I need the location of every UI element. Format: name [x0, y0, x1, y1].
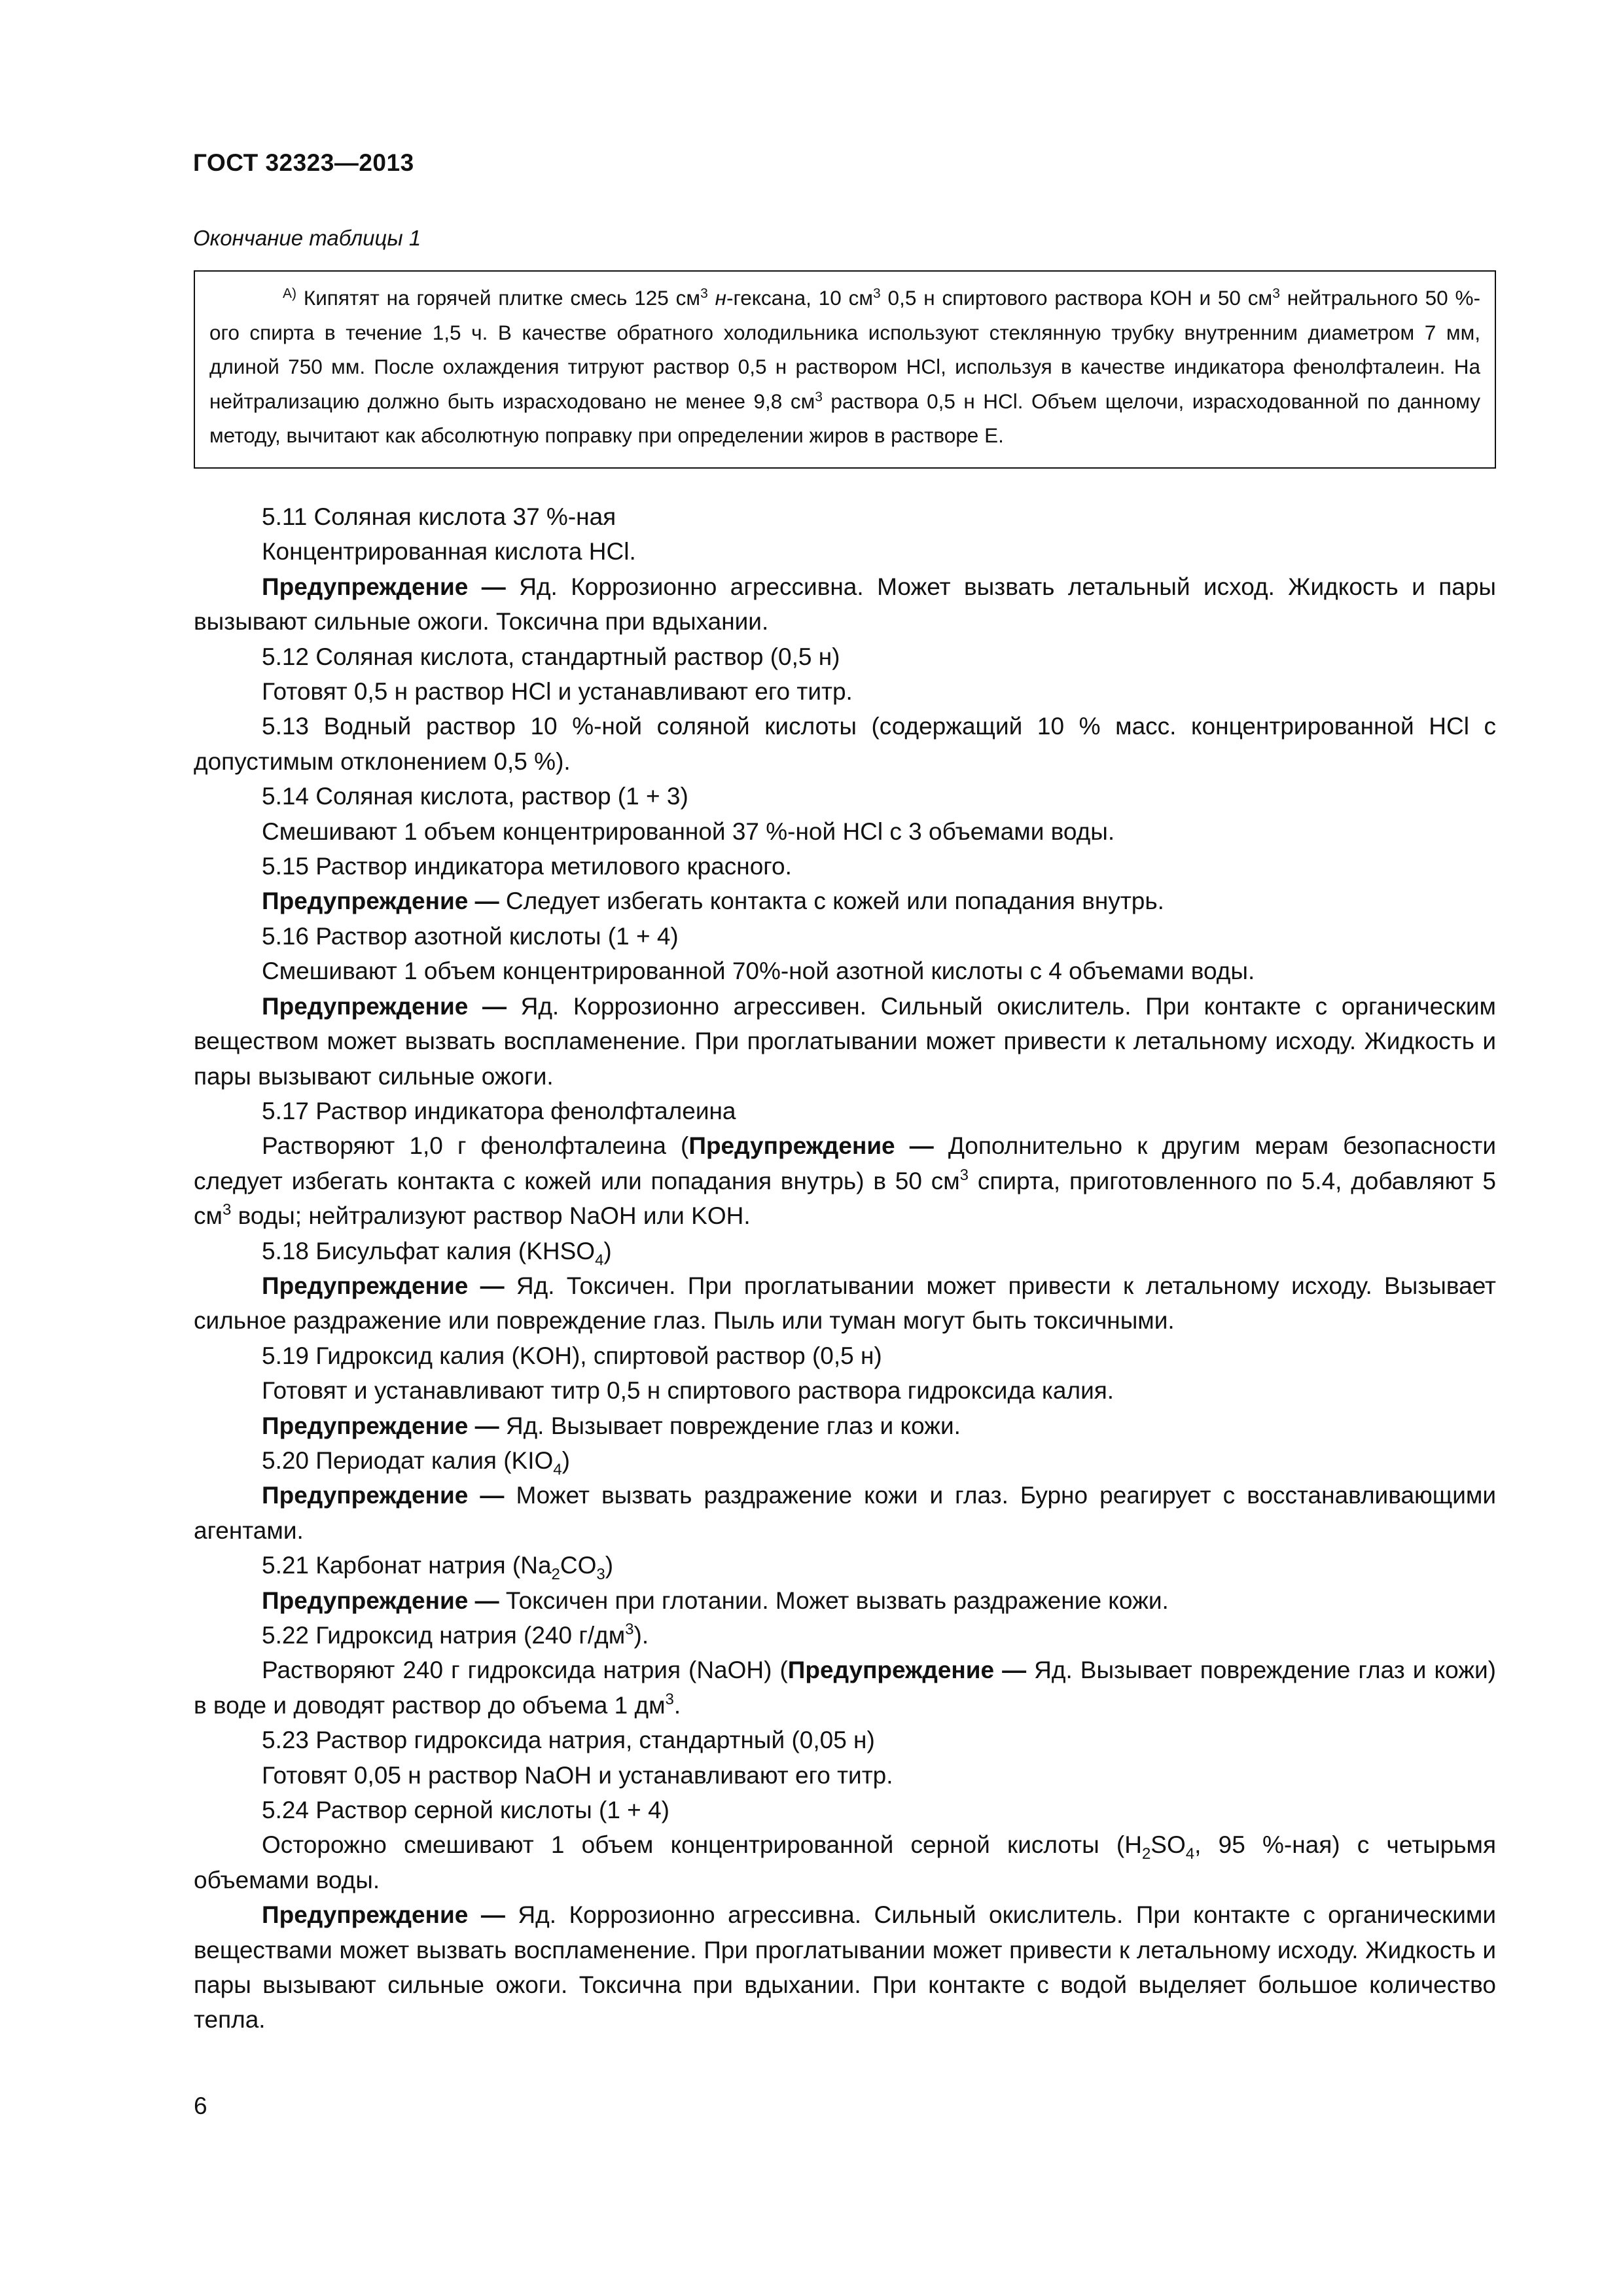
table-caption: Окончание таблицы 1 — [193, 226, 421, 250]
section-5-18-heading: 5.18 Бисульфат калия $(KHSO_4)$ — [262, 1237, 612, 1269]
warning-paragraph: Предупреждение — Яд. Токсичен. При проглатывании может привести к летальному исходу. Вызывает сильное раздражение или повреждение глаз. Пыль или туман могут быть токсичными. — [194, 1272, 1496, 1335]
warning-paragraph: Предупреждение — Может вызвать раздражение кожи и глаз. Бурно реагирует с восстанавливающими агентами. — [194, 1482, 1496, 1544]
section-5-20-heading: 5.20 Периодат калия $(KIO_4)$ — [262, 1446, 570, 1479]
warning-paragraph: Предупреждение — Яд. Коррозионно агрессивна. Может вызвать летальный исход. Жидкость и пары вызывают сильные ожоги. Токсична при вдыхании. — [194, 573, 1496, 636]
warning-paragraph: Предупреждение — Токсичен при глотании. Может вызвать раздражение кожи. — [262, 1587, 1169, 1614]
section-5-13-heading: 5.13 Водный раствор 10 %-ной соляной кислоты (содержащий 10 % масс. концентрированной HCl с допустимым отклонением 0,5 %). — [194, 713, 1496, 775]
table-footnote-text: $^{А)}$ Кипятят на горячей плитке смесь 125 $см^3$ н-гексана, 10 $см^3$ 0,5 н спиртового раствора КОН и 50 $см^3$ нейтрального 50 %-ого спирта в течение 1,5 ч. В качестве обратного холодильника используют стеклянную трубку внутренним диаметром 7 мм, длиной 750 мм. После охлаждения титруют раствор 0,5 н раствором HCl, используя в качестве индикатора фенолфталеин. На нейтрализацию должно быть израсходовано не менее 9,8 $см^3$ раствора 0,5 н HCl. Объем щелочи, израсходованной по данному методу, вычитают как абсолютную поправку при определении жиров в растворе Е. — [209, 286, 1480, 447]
paragraph: Готовят 0,5 н раствор HCl и устанавливают его титр. — [262, 678, 853, 706]
table-footnote-box — [194, 270, 1496, 469]
paragraph: Готовят 0,05 н раствор NaOH и устанавливают его титр. — [262, 1761, 893, 1789]
paragraph: Готовят и устанавливают титр 0,5 н спиртового раствора гидроксида калия. — [262, 1377, 1115, 1405]
paragraph: Смешивают 1 объем концентрированной 70%-ной азотной кислоты с 4 объемами воды. — [262, 958, 1255, 985]
paragraph: Осторожно смешивают 1 объем концентрированной серной кислоты ($H_2SO_4$, 95 %-ная) с четырьмя объемами воды. — [194, 1831, 1496, 1893]
section-5-22-heading: 5.22 Гидроксид натрия (240 $г/дм^3$). — [262, 1621, 649, 1649]
section-5-12-heading: 5.12 Соляная кислота, стандартный раствор (0,5 н) — [262, 643, 840, 670]
document-body — [194, 499, 1496, 2037]
section-5-15-heading: 5.15 Раствор индикатора метилового красного. — [262, 853, 792, 880]
page-number: 6 — [194, 2092, 207, 2119]
paragraph: Растворяют 240 г гидроксида натрия (NaOH) (Предупреждение — Яд. Вызывает повреждение глаз и кожи) в воде и доводят раствор до объема 1 $дм^3$. — [194, 1657, 1496, 1719]
section-5-23-heading: 5.23 Раствор гидроксида натрия, стандартный (0,05 н) — [262, 1727, 875, 1754]
warning-paragraph: Предупреждение — Яд. Коррозионно агрессивна. Сильный окислитель. При контакте с органическими веществами может вызвать воспламенение. При проглатывании может привести к летальному исходу. Жидкость и пары вызывают сильные ожоги. Токсична при вдыхании. При контакте с водой выделяет большое количество тепла. — [194, 1901, 1497, 2034]
footnote-marker: А) — [283, 286, 296, 301]
section-5-24-heading: 5.24 Раствор серной кислоты (1 + 4) — [262, 1797, 669, 1824]
paragraph: Смешивают 1 объем концентрированной 37 %-ной HCl с 3 объемами воды. — [262, 817, 1115, 845]
section-5-14-heading: 5.14 Соляная кислота, раствор (1 + 3) — [262, 783, 688, 810]
warning-paragraph: Предупреждение — Яд. Коррозионно агрессивен. Сильный окислитель. При контакте с органическим веществом может вызвать воспламенение. При проглатывании может привести к летальному исходу. Жидкость и пары вызывают сильные ожоги. — [194, 992, 1496, 1090]
section-5-17-heading: 5.17 Раствор индикатора фенолфталеина — [262, 1097, 736, 1124]
section-5-21-heading: 5.21 Карбонат натрия $(Na_2CO_3)$ — [262, 1552, 614, 1584]
section-5-11-heading: 5.11 Соляная кислота 37 %-ная — [262, 503, 616, 530]
document-header: ГОСТ 32323—2013 — [193, 149, 414, 176]
paragraph: Концентрированная кислота HCl. — [262, 538, 636, 565]
section-5-19-heading: 5.19 Гидроксид калия (KOH), спиртовой раствор (0,5 н) — [262, 1342, 882, 1369]
warning-paragraph: Предупреждение — Следует избегать контакта с кожей или попадания внутрь. — [262, 888, 1164, 915]
warning-paragraph: Предупреждение — Яд. Вызывает повреждение глаз и кожи. — [262, 1412, 961, 1439]
paragraph: Растворяют 1,0 г фенолфталеина (Предупреждение — Дополнительно к другим мерам безопасности следует избегать контакта с кожей или попадания внутрь) в 50 $см^3$ спирта, приготовленного по 5.4, добавляют 5 $см^3$ воды; нейтрализуют раствор NaOH или KOH. — [194, 1132, 1497, 1230]
section-5-16-heading: 5.16 Раствор азотной кислоты (1 + 4) — [262, 922, 679, 950]
